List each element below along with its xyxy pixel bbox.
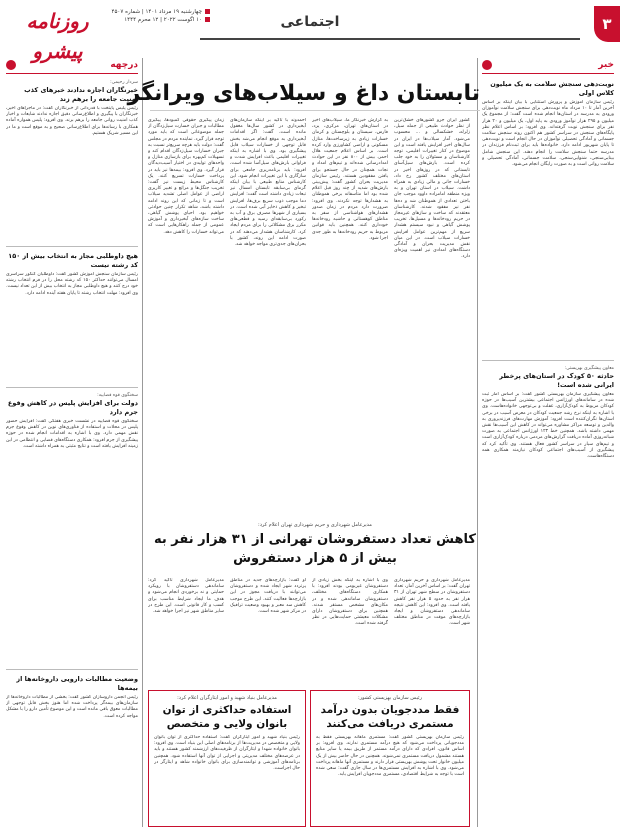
news-item-kicker: سردار رحیمی: xyxy=(110,80,138,85)
story2-column-2: وی با اشاره به اینکه بخش زیادی از دستفروشان غیربومی بودند افزود: با همکاری دستگاه‌های مختلف، دستفروشان ساماندهی شده و در مکان‌های مشخص مستقر شدند. همچنین برای دستفروشان دارای مشکلات معیشتی حمایت‌هایی در نظر گرفته شده است. xyxy=(312,578,388,627)
section-title: اجتماعی xyxy=(280,14,340,30)
boxed-story-right xyxy=(310,690,470,827)
publication-date xyxy=(110,8,210,24)
news-item-headline: حادثه ۵۰ کودک در استان‌های پرخطر ایرانی شده است! xyxy=(499,372,614,389)
divider xyxy=(6,387,138,388)
news-item-headline: دولت برای افزایش پلیس در کاهش وقوع جرم دارد xyxy=(7,399,138,416)
headline-divider xyxy=(150,110,480,111)
story2-column-4: مدیرعامل شهرداری تاکید کرد: ساماندهی دستفروشان با رویکرد حمایتی و نه برخوردی انجام می‌شود و هدف ما ایجاد شرایط مناسب برای کسب و کار قانونی است. این طرح در سایر مناطق شهر نیز اجرا خواهد شد. xyxy=(148,578,224,615)
date-line-2: ۱۰ اگوست ۲۰۲۲ | ۱۲ محرم ۱۴۴۴ xyxy=(124,17,202,23)
square-bullet-icon xyxy=(205,17,210,22)
section-dot-icon xyxy=(482,60,492,70)
news-item xyxy=(6,393,138,664)
left-news-column xyxy=(6,58,138,829)
news-item-headline: خبرنگاران اجازه ندادند خبرهای کذب امنیت جامعه را برهم زند xyxy=(24,86,138,103)
story2-column-1: مدیرعامل شهرداری و حریم شهرداری تهران گفت: بر اساس آخرین آمار، تعداد دستفروشان در سطح شهر تهران از ۳۱ هزار نفر به حدود ۵ هزار نفر کاهش یافته است. وی افزود: این کاهش نتیجه ساماندهی دستفروشان و ایجاد بازارچه‌های موقت در مناطق مختلف شهر است. xyxy=(394,578,470,627)
left-column-header xyxy=(6,58,138,74)
right-column-header-label: خبر xyxy=(598,60,614,70)
news-item-body: رئیس انجمن داروسازان کشور گفت: بخشی از مطالبات داروخانه‌ها از سازمان‌های بیمه‌گر پرداخت شده اما هنوز بخش قابل توجهی از مطالبات معوق باقی مانده است و این موضوع تأمین دارو را با مشکل مواجه کرده است. xyxy=(6,695,138,719)
boxed-story-kicker: رئیس سازمان بهزیستی کشور: xyxy=(358,695,422,701)
square-bullet-icon xyxy=(205,9,210,14)
news-item-body: رئیس پلیس پایتخت با قدردانی از خبرنگاران گفت: در ماجراهای اخیر، خبرنگاران با پیگیری و اطلاع‌رسانی دقیق اجازه ندادند شایعات و اخبار کذب امنیت روانی جامعه را برهم بزند. وی افزود: پلیس همواره آماده همکاری با رسانه‌ها برای اطلاع‌رسانی صحیح و به موقع است و ما در این مسیر شریک هستیم. xyxy=(6,106,138,136)
column-rule xyxy=(477,58,478,827)
news-item-headline: نوبت‌دهی سنجش سلامت به یک میلیون کلاس اولی xyxy=(490,80,614,97)
main-story-column-4: زمان پیگیری حقوقی کمبودها، پیگیری مطالبات و جبران خسارت سیل‌زدگان از جمله موضوعاتی است که باید مورد توجه قرار گیرد. نماینده مردم در مجلس گفت: دولت باید هرچه سریع‌تر نسبت به جبران خسارات سیل‌زدگان اقدام کند و تسهیلات کم‌بهره برای بازسازی منازل و واحدهای تولیدی در اختیار آسیب‌دیدگان قرار گیرد. وی افزود: بیمه‌ها نیز باید در پرداخت خسارات تسریع کنند. یک کارشناس محیط زیست نیز گفت: تخریب جنگل‌ها و مراتع و تغییر کاربری اراضی از عوامل اصلی تشدید سیلاب است و تا زمانی که این روند ادامه داشته باشد، شاهد تکرار چنین حوادثی خواهیم بود. احیای پوشش گیاهی، ساخت سازه‌های آبخیزداری و آموزش عمومی از جمله راهکارهایی است که می‌تواند خسارات را کاهش دهد. xyxy=(148,118,224,235)
boxed-story-headline: فقط مددجویان بدون درآمد مستمری دریافت می‌کنند xyxy=(320,704,460,730)
divider xyxy=(6,246,138,247)
news-item-kicker: معاون پیشگیری بهزیستی: xyxy=(564,366,614,371)
section-dot-icon xyxy=(6,60,16,70)
main-headline: تابستان داغ و سیلاب‌های ویرانگر xyxy=(127,81,480,106)
main-story-column-1: کشور ایران جزو کشورهای خشک‌ترین از نظر حوادث طبیعی از جمله سیل، زلزله، خشکسالی و ... محسوب می‌شود. آمار سیلاب‌ها در ایران در سال‌های اخیر افزایش یافته است و این موضوع در کنار تغییرات اقلیمی، توجه کارشناسان و مسئولان را به خود جلب کرده است. بارش‌های سیل‌آسای تابستانی که در روزهای اخیر در استان‌های مختلف کشور رخ داد، خسارات جانی و مالی زیادی به همراه داشت. سیلاب در استان تهران و به ویژه منطقه امامزاده داوود موجب جان باختن تعدادی از هموطنان شد و ده‌ها نفر نیز مفقود شدند. کارشناسان معتقدند که ساخت و سازهای غیرمجاز در حریم رودخانه‌ها و مسیل‌ها، تخریب پوشش گیاهی و نبود سیستم هشدار سریع از مهم‌ترین عوامل افزایش خسارات سیلاب است. در این میان نقش مدیریت بحران و آمادگی دستگاه‌های امدادی نیز اهمیت ویژه‌ای دارد. xyxy=(394,118,470,260)
section-divider xyxy=(200,38,580,40)
right-news-column xyxy=(482,58,614,829)
right-column-header xyxy=(482,58,614,74)
news-item-kicker: سخنگوی قوه قضاییه: xyxy=(97,393,138,398)
news-item-body: رئیس سازمان آموزش و پرورش استثنایی با بیان اینکه بر اساس آخرین آمار تا ۱۰ مرداد ماه نوبت‌دهی برای سنجش سلامت نوآموزان ورودی به مدرسه در استان‌ها انجام شده است گفت: از مجموع یک میلیون و ۲۹۵ هزار نوآموز ورودی به پایه اول، یک میلیون و ۲۰ هزار نفر برای سنجش نوبت گرفته‌اند. وی افزود: بر اساس اعلام نظر پایگاه‌های سنجش در سراسر کشور هم اکنون روند سنجش سلامت جسمانی و آمادگی تحصیلی نوآموزان در حال انجام است و نوبت‌دهی تا پایان شهریور ادامه دارد. خانواده‌ها باید برای ثبت‌نام فرزندان در مدرسه حتما سنجش سلامت را انجام دهند. این سنجش شامل بینایی‌سنجی، شنوایی‌سنجی، سلامت جسمانی، آمادگی تحصیلی و سلامت روانی است و به صورت رایگان انجام می‌شود. xyxy=(482,100,614,168)
column-rule xyxy=(142,58,143,827)
boxed-story-body: رئیس بنیاد شهید و امور ایثارگران گفت: استفاده حداکثری از توان بانوان ولایی و متخصص در مدیریت‌ها از برنامه‌های اصلی این بنیاد است. وی افزود: بانوان خانواده شهدا و ایثارگران از ظرفیت‌های ارزشمند کشور هستند و باید در عرصه‌های مختلف مدیریتی و اجرایی از توان آنها استفاده شود. همچنین برنامه‌های آموزشی و توانمندسازی برای بانوان خانواده شاهد و ایثارگر در حال اجراست. xyxy=(154,735,300,772)
news-item-body: سخنگوی قوه قضاییه در نشست خبری هفتگی گفت: افزایش حضور پلیس در محلات و استفاده از فناوری‌های نوین در کاهش وقوع جرم نقش مهمی دارد. وی با اشاره به اقدامات انجام شده در حوزه پیشگیری از جرم افزود: همکاری دستگاه‌های قضایی و انتظامی در این زمینه افزایش یافته است و نتایج مثبتی به همراه داشته است. xyxy=(6,419,138,449)
boxed-story-headline: استفاده حداکثری از توان بانوان ولایی و متخصص xyxy=(162,704,292,730)
news-item xyxy=(6,80,138,241)
news-item-body: رئیس سازمان سنجش آموزش کشور گفت: داوطلبان کنکور سراسری امسال می‌توانند حداکثر ۱۵۰ کد رشته محل را در فرم انتخاب رشته خود درج کنند و هیچ داوطلبی مجاز به انتخاب بیش از این تعداد نیست. وی افزود: مهلت انتخاب رشته تا پایان هفته آینده ادامه دارد. xyxy=(6,272,138,296)
story2-kicker: مدیرعامل شهرداری و حریم شهرداری تهران اعلام کرد: xyxy=(258,522,372,528)
divider xyxy=(6,669,138,670)
left-column-header-label: درچهه xyxy=(110,60,138,70)
date-line-1: چهارشنبه ۱۹ مرداد ۱۴۰۱ | شماره ۴۵۰۷ xyxy=(111,9,202,15)
newspaper-logo: روزنامه پیشرو xyxy=(26,9,89,63)
boxed-story-body: رئیس سازمان بهزیستی کشور گفت: مستمری ماهانه بهزیستی فقط به مددجویانی پرداخت می‌شود که هیچ درآمد مستمری ندارند. وی افزود: بر اساس قانون، افرادی که دارای درآمد مستمر از طریق بیمه یا سایر منابع هستند مشمول دریافت مستمری نمی‌شوند. همچنین در حال حاضر بیش از یک میلیون خانوار تحت پوشش بهزیستی قرار دارند و مستمری آنها ماهانه پرداخت می‌شود. وی با اشاره به افزایش مستمری‌ها در سال جاری گفت: سعی شده است با توجه به شرایط اقتصادی، مستمری مددجویان افزایش یابد. xyxy=(316,735,464,778)
main-story-column-3: احمدوند با تاکید بر اینکه سازمان‌های آبخیزداری در کشور سال‌ها مغفول مانده است، گفت: اگر اقدامات آبخیزداری به موقع انجام می‌شد بخش قابل توجهی از خسارات سیلاب قابل پیشگیری بود. وی با اشاره به اینکه تغییرات اقلیمی باعث افزایش شدت و فراوانی بارش‌های سیل‌آسا شده است، افزود: باید برنامه‌ریزی جامعی برای سازگاری با این تغییرات انجام شود. این کارشناس منابع طبیعی با بیان اینکه گرمای بی‌سابقه تابستان امسال نیز تبعات زیادی داشته است گفت: افزایش دما موجب ذوب سریع برف‌ها، افزایش تبخیر و کاهش ذخایر آبی شده است. در بسیاری از شهرها مصرف برق و آب به رکورد بی‌سابقه‌ای رسید و قطعی‌های مکرر برق مشکلاتی را برای مردم ایجاد کرد. کارشناسان هشدار می‌دهند که در صورت ادامه این روند، کشور با بحران‌های جدی‌تری مواجه خواهد شد. xyxy=(230,118,306,248)
boxed-story-left xyxy=(148,690,306,827)
story2-headline: کاهش تعداد دستفروشان تهرانی از ۳۱ هزار نفر به بیش از ۵ هزار دستفروش xyxy=(154,532,476,566)
news-item xyxy=(6,252,138,382)
page-number-tab: ۳ xyxy=(594,6,620,42)
boxed-story-kicker: مدیرعامل بنیاد شهید و امور ایثارگران اعلام کرد: xyxy=(177,695,277,701)
news-item-headline: وضعیت مطالبات دارویی داروخانه‌ها از بیمه‌ها xyxy=(16,675,138,692)
main-story-column-2: به گزارش خبرنگار ما، سیلاب‌های اخیر در استان‌های تهران، مرکزی، یزد، فارس، سیستان و بلوچستان و کرمان خسارات زیادی به زیرساخت‌ها، منازل مسکونی و اراضی کشاورزی وارد کرده است. بر اساس اعلام جمعیت هلال احمر، بیش از ۸۰۰ نفر در این حوادث امدادرسانی شده‌اند و تیم‌های امداد و نجات همچنان در حال جستجو برای یافتن مفقودین هستند. رئیس سازمان مدیریت بحران کشور گفت: پیش‌بینی بارش‌های شدید از چند روز قبل اعلام شده بود اما متأسفانه برخی هموطنان به هشدارها توجه نکردند. وی افزود: ضرورت دارد مردم در زمان صدور هشدارهای هواشناسی از سفر به مناطق کوهستانی و حاشیه رودخانه‌ها خودداری کنند. همچنین باید قوانین مربوط به حریم رودخانه‌ها به طور جدی اجرا شود. xyxy=(312,118,388,241)
news-item xyxy=(482,80,614,355)
news-item-headline: هیچ داوطلبی مجاز به انتخاب بیش از ۱۵۰ کد رشته نیست xyxy=(8,252,138,269)
divider xyxy=(482,360,614,361)
news-item xyxy=(6,675,138,765)
news-item-body: معاون پیشگیری سازمان بهزیستی کشور گفت: بر اساس آمار ثبت شده در سامانه‌های اورژانس اجتماعی بیشترین آسیب‌ها در حوزه کودکان مربوط به کودک‌آزاری، غفلت و بی‌توجهی خانواده‌هاست. وی با اشاره به اینکه نرخ رشد جمعیت کودکان در معرض آسیب در برخی استان‌ها نگران‌کننده است افزود: آموزش مهارت‌های فرزندپروری به والدین و توسعه مراکز مشاوره می‌تواند در کاهش این آسیب‌ها نقش مهمی داشته باشد. همچنین خط ۱۲۳ اورژانس اجتماعی به صورت شبانه‌روزی آماده دریافت گزارش‌های مردمی درباره کودک‌آزاری است و تیم‌های سیار در سراسر کشور فعال هستند. وی تأکید کرد که پیشگیری از آسیب‌های اجتماعی کودکان نیازمند همکاری همه دستگاه‌هاست. xyxy=(482,392,614,460)
masthead xyxy=(0,0,620,63)
news-item xyxy=(482,366,614,829)
story2-column-3: او گفت: بازارچه‌های جدید در مناطق پرتردد شهر ایجاد شده و دستفروشان می‌توانند با دریافت مجوز در این بازارچه‌ها فعالیت کنند. این طرح موجب کاهش سد معبر و بهبود وضعیت ترافیک در مرکز شهر شده است. xyxy=(230,578,306,615)
